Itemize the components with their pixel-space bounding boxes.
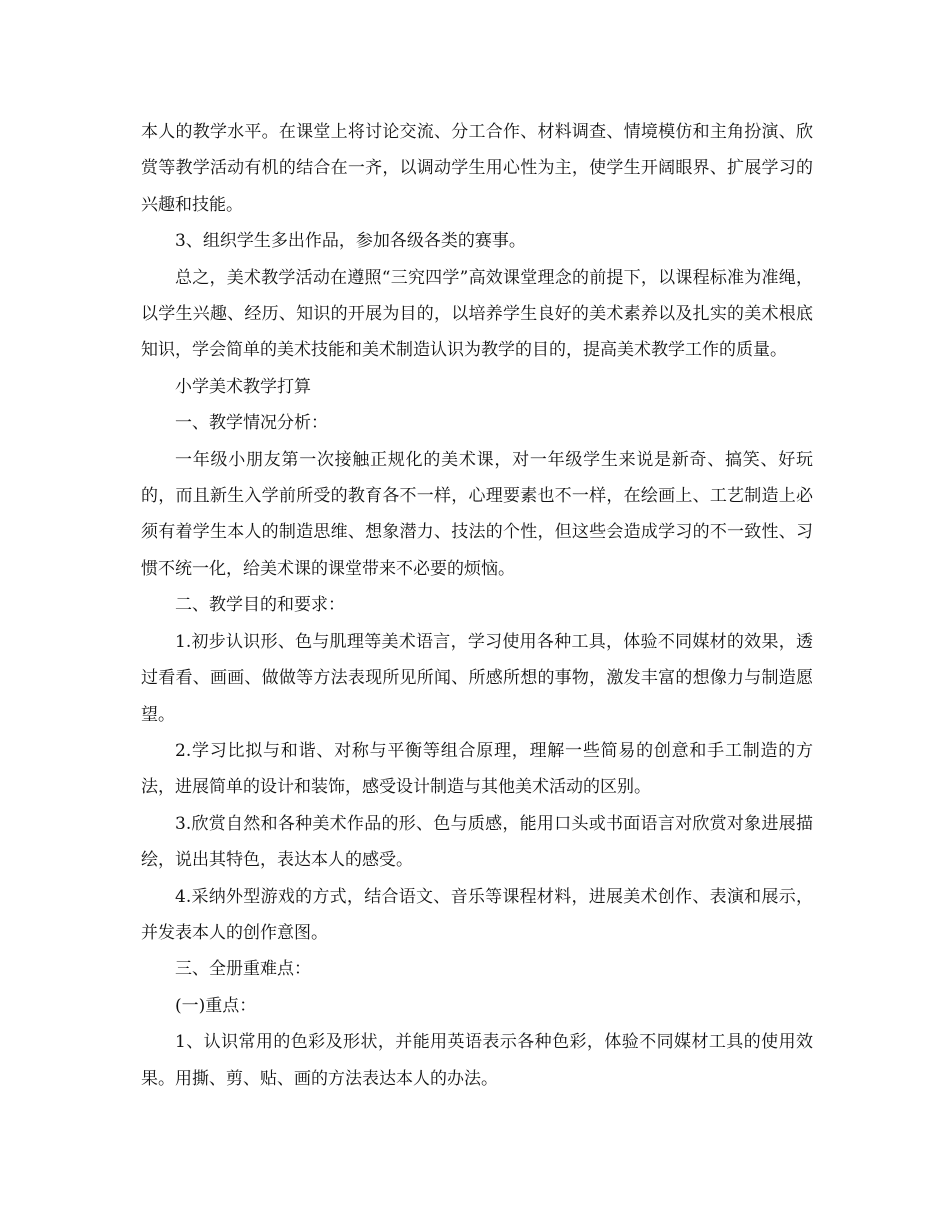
- section-title: 小学美术教学打算: [175, 376, 311, 397]
- paragraph-situation: 一年级小朋友第一次接触正规化的美术课，对一年级学生来说是新奇、搞笑、好玩的，而且新生入学前所受的教育各不一样，心理要素也不一样，在绘画上、工艺制造上必须有着学生本人的制造思维、想象潜力、技法的个性，但这些会造成学习的不一致性、习惯不统一化，给美术课的课堂带来不必要的烦恼。: [141, 449, 813, 579]
- heading-goals: 二、教学目的和要求：: [175, 595, 345, 616]
- goal-item-2: 2.学习比拟与和谐、对称与平衡等组合原理，理解一些简易的创意和手工制造的方法，进展简单的设计和装饰，感受设计制造与其他美术活动的区别。: [141, 740, 813, 798]
- heading-situation-analysis: 一、教学情况分析：: [175, 413, 328, 434]
- focus-item-1: 1、认识常用的色彩及形状，并能用英语表示各种色彩，体验不同媒材工具的使用效果。用撕、剪、贴、画的方法表达本人的办法。: [141, 1032, 813, 1089]
- document-body: [141, 114, 813, 1097]
- goal-item-1: 1.初步认识形、色与肌理等美术语言，学习使用各种工具，体验不同媒材的效果，透过看看、画画、做做等方法表现所见所闻、所感所想的事物，激发丰富的想像力与制造愿望。: [141, 631, 813, 725]
- subheading-focus: (一)重点：: [175, 995, 257, 1016]
- heading-key-points: 三、全册重难点：: [175, 959, 311, 980]
- paragraph-summary: 总之，美术教学活动在遵照“三究四学”高效课堂理念的前提下，以课程标准为准绳，以学生兴趣、经历、知识的开展为目的，以培养学生良好的美术素养以及扎实的美术根底知识，学会简单的美术技能和美术制造认识为教学的目的，提高美术教学工作的质量。: [141, 267, 813, 361]
- paragraph-item-3: 3、组织学生多出作品，参加各级各类的赛事。: [175, 231, 526, 252]
- goal-item-4: 4.采纳外型游戏的方式，结合语文、音乐等课程材料，进展美术创作、表演和展示，并发表本人的创作意图。: [141, 886, 813, 943]
- paragraph-continuation: 本人的教学水平。在课堂上将讨论交流、分工合作、材料调查、情境模仿和主角扮演、欣赏等教学活动有机的结合在一齐，以调动学生用心性为主，使学生开阔眼界、扩展学习的兴趣和技能。: [141, 122, 813, 215]
- goal-item-3: 3.欣赏自然和各种美术作品的形、色与质感，能用口头或书面语言对欣赏对象进展描绘，说出其特色，表达本人的感受。: [141, 813, 813, 871]
